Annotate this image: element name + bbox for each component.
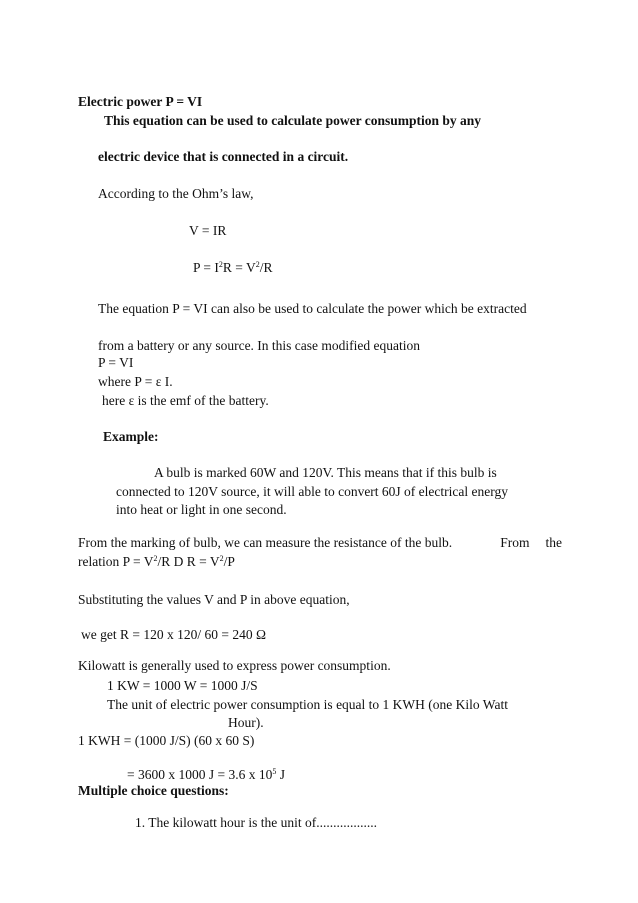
- superscript: 2: [219, 554, 224, 563]
- heading: Electric power P = VI: [78, 94, 203, 109]
- ohm-intro: According to the Ohm’s law,: [98, 186, 254, 201]
- marking-part: /P: [223, 554, 235, 569]
- kwh-part: = 3600 x 1000 J = 3.6 x 10: [127, 767, 273, 782]
- superscript: 2: [153, 554, 158, 563]
- marking-part: relation P = V: [78, 554, 154, 569]
- kwh-part: J: [276, 767, 285, 782]
- mcq-heading: Multiple choice questions:: [78, 783, 229, 798]
- intro-line-2: electric device that is connected in a circuit.: [98, 149, 349, 164]
- battery-line-2: from a battery or any source. In this case modified equation: [98, 338, 421, 353]
- equation-power-part: P = I: [193, 260, 219, 275]
- battery-line-4: where P = ε I.: [98, 374, 173, 389]
- intro-line-1: This equation can be used to calculate power consumption by any: [104, 113, 482, 128]
- kwh-line-1: 1 KWH = (1000 J/S) (60 x 60 S): [78, 733, 255, 748]
- kilowatt-line-3: The unit of electric power consumption is equal to 1 KWH (one Kilo Watt: [107, 697, 508, 712]
- kilowatt-line-4: Hour).: [228, 715, 264, 730]
- equation-power: [193, 260, 273, 276]
- marking-text: the: [545, 535, 562, 550]
- example-heading: Example:: [103, 429, 159, 444]
- mcq-question-1: 1. The kilowatt hour is the unit of..................: [135, 815, 377, 830]
- superscript: 5: [272, 767, 277, 776]
- example-line-1: A bulb is marked 60W and 120V. This means that if this bulb is: [154, 465, 497, 480]
- equation-power-part: R = V: [222, 260, 256, 275]
- substitution-line: Substituting the values V and P in above equation,: [78, 592, 350, 607]
- battery-line-3: P = VI: [98, 355, 134, 370]
- example-line-2: connected to 120V source, it will able to convert 60J of electrical energy: [116, 484, 508, 499]
- example-line-3: into heat or light in one second.: [116, 502, 287, 517]
- marking-line-1: [78, 535, 562, 551]
- superscript: 2: [255, 260, 260, 269]
- marking-part: /R D R = V: [157, 554, 220, 569]
- battery-line-5: here ε is the emf of the battery.: [102, 393, 269, 408]
- battery-line-1: The equation P = VI can also be used to calculate the power which be extracted: [98, 301, 527, 316]
- kilowatt-line-1: Kilowatt is generally used to express power consumption.: [78, 658, 391, 673]
- equation-power-part: /R: [259, 260, 273, 275]
- marking-text: From: [500, 535, 530, 550]
- kilowatt-line-2: 1 KW = 1000 W = 1000 J/S: [107, 678, 258, 693]
- superscript: 2: [218, 260, 223, 269]
- equation-v-ir: V = IR: [189, 223, 227, 238]
- marking-line-2: [78, 554, 235, 570]
- result-line: we get R = 120 x 120/ 60 = 240 Ω: [81, 627, 266, 642]
- kwh-line-2: [127, 767, 285, 783]
- marking-text: From the marking of bulb, we can measure the resistance of the bulb.: [78, 535, 453, 550]
